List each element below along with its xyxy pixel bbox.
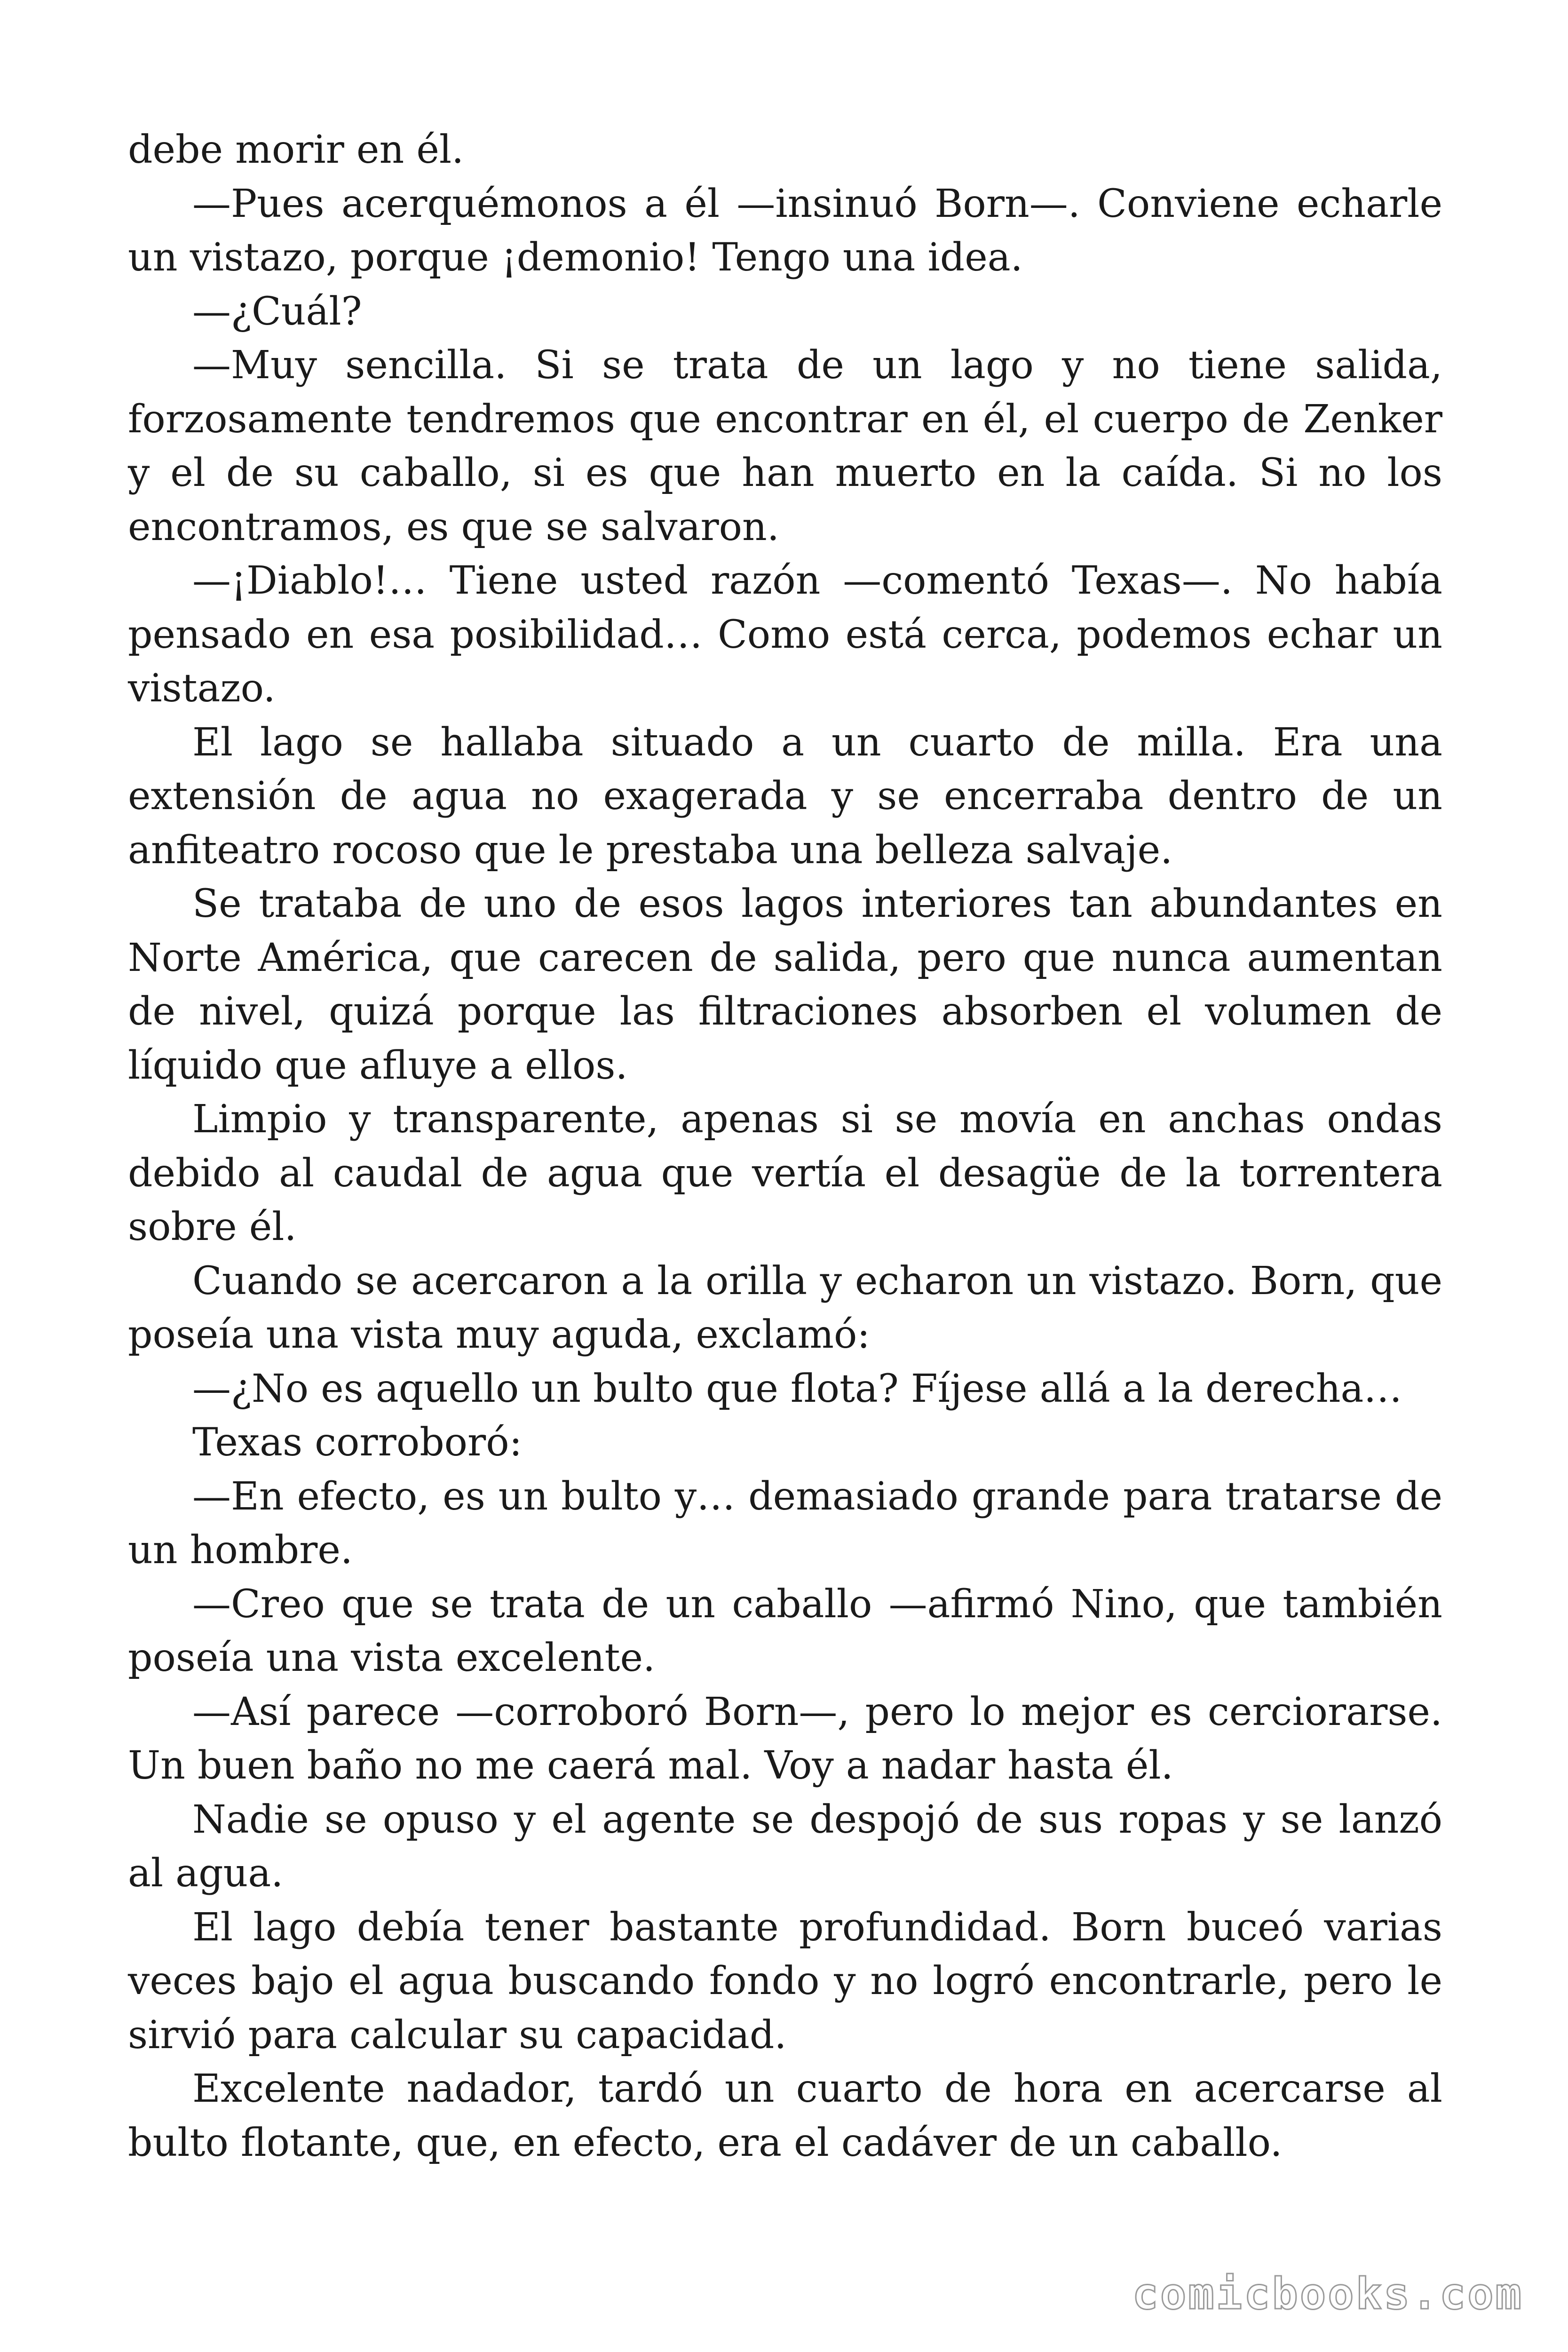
paragraph-8: Limpio y transparente, apenas si se movía en anchas ondas debido al caudal de agua que vertía el desagüe de la torrentera sobre él. <box>128 1097 1442 1249</box>
paragraph-12: —En efecto, es un bulto y… demasiado grande para tratarse de un hombre. <box>128 1474 1442 1573</box>
body-text <box>128 123 1442 2170</box>
paragraph-17: Excelente nadador, tardó un cuarto de hora en acercarse al bulto flotante, que, en efecto, era el cadáver de un caballo. <box>128 2066 1442 2165</box>
paragraph-5: —¡Diablo!… Tiene usted razón —comentó Texas—. No había pensado en esa posibilidad… Como está cerca, podemos echar un vistazo. <box>128 558 1442 711</box>
watermark: comicbooks.com <box>1132 2269 1523 2319</box>
paragraph-14: —Así parece —corroboró Born—, pero lo mejor es cerciorarse. Un buen baño no me caerá mal. Voy a nadar hasta él. <box>128 1689 1442 1788</box>
paragraph-7: Se trataba de uno de esos lagos interiores tan abundantes en Norte América, que carecen de salida, pero que nunca aumentan de nivel, quizá porque las filtraciones absorben el volumen de líquido que afluye a ellos. <box>128 882 1442 1088</box>
paragraph-9: Cuando se acercaron a la orilla y echaron un vistazo. Born, que poseía una vista muy aguda, exclamó: <box>128 1258 1442 1357</box>
paragraph-4: —Muy sencilla. Si se trata de un lago y no tiene salida, forzosamente tendremos que encontrar en él, el cuerpo de Zenker y el de su caballo, si es que han muerto en la caída. Si no los encontramos, es que se salvaron. <box>128 343 1442 549</box>
paragraph-2: —Pues acerquémonos a él —insinuó Born—. Conviene echarle un vistazo, porque ¡demonio! Tengo una idea. <box>128 181 1442 280</box>
paragraph-13: —Creo que se trata de un caballo —afirmó Nino, que también poseía una vista excelente. <box>128 1581 1442 1680</box>
paragraph-1: debe morir en él. <box>128 127 464 172</box>
paragraph-11: Texas corroboró: <box>192 1420 523 1465</box>
paragraph-15: Nadie se opuso y el agente se despojó de sus ropas y se lanzó al agua. <box>128 1797 1442 1896</box>
paragraph-3: —¿Cuál? <box>192 289 362 334</box>
paragraph-6: El lago se hallaba situado a un cuarto de milla. Era una extensión de agua no exagerada y se encerraba dentro de un anfiteatro rocoso que le prestaba una belleza salvaje. <box>128 720 1442 873</box>
paragraph-16: El lago debía tener bastante profundidad. Born buceó varias veces bajo el agua buscando fondo y no logró encontrarle, pero le sirvió para calcular su capacidad. <box>128 1905 1442 2058</box>
paragraph-10: —¿No es aquello un bulto que flota? Fíjese allá a la derecha… <box>192 1366 1402 1411</box>
